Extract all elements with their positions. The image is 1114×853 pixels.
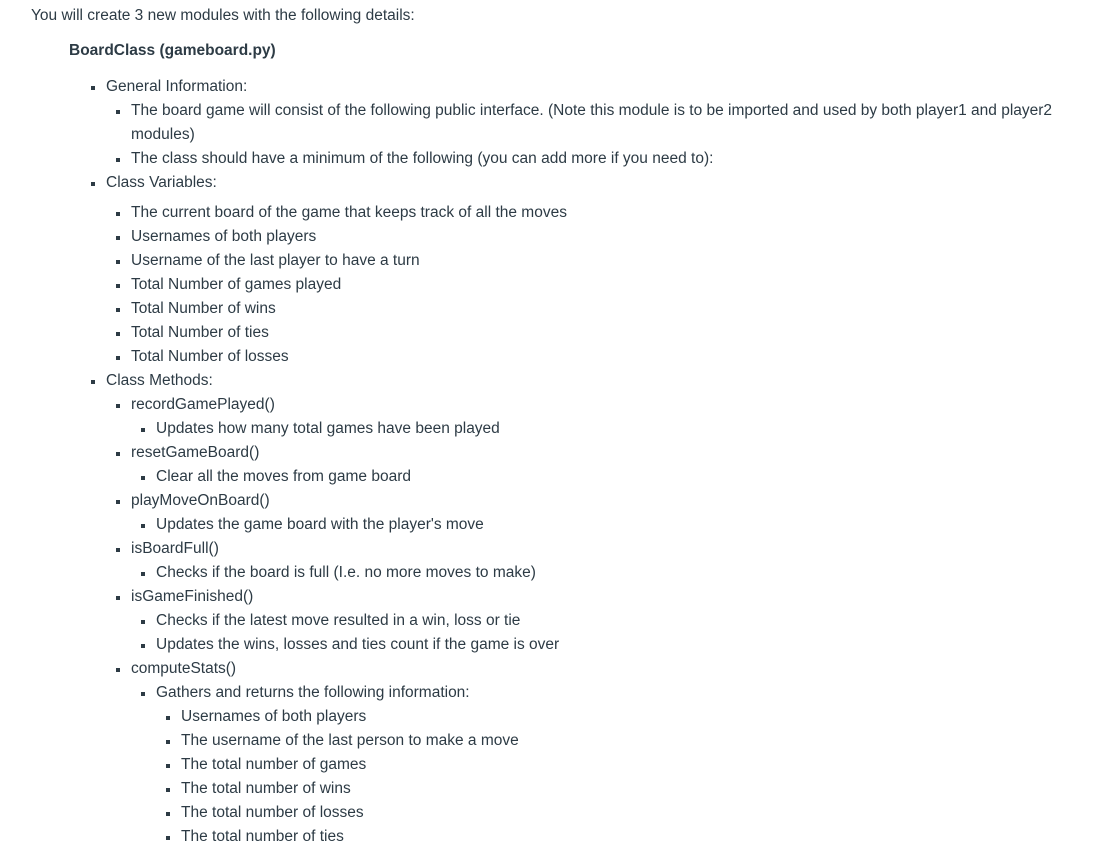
bullet-icon (116, 500, 120, 504)
variable-text: Usernames of both players (131, 228, 317, 245)
intro-text: You will create 3 new modules with the following details: (31, 7, 415, 24)
stats-text: The username of the last person to make a move (181, 732, 519, 749)
method-detail-text: Updates the game board with the player's move (156, 516, 484, 533)
bullet-icon (166, 836, 170, 840)
method-name: isBoardFull() (131, 540, 219, 557)
general-info-detail-text: The class should have a minimum of the following (you can add more if you need to): (131, 150, 714, 167)
bullet-icon (166, 788, 170, 792)
class-variables-item (91, 173, 217, 193)
general-info-detail (116, 149, 713, 169)
method-detail (141, 635, 559, 655)
bullet-icon (116, 260, 120, 264)
stats-text: The total number of wins (181, 780, 351, 797)
method-detail (141, 563, 536, 583)
method-item (116, 539, 219, 559)
method-name: isGameFinished() (131, 588, 254, 605)
bullet-icon (116, 332, 120, 336)
bullet-icon (141, 572, 145, 576)
stats-item (166, 779, 351, 799)
bullet-icon (141, 428, 145, 432)
method-detail-text: Clear all the moves from game board (156, 468, 412, 485)
stats-text: Usernames of both players (181, 708, 367, 725)
method-detail (141, 467, 411, 487)
stats-item (166, 755, 366, 775)
bullet-icon (166, 716, 170, 720)
bullet-icon (166, 812, 170, 816)
bullet-icon (116, 158, 120, 162)
method-item (116, 659, 236, 679)
method-detail (141, 611, 520, 631)
variable-item (116, 323, 269, 343)
bullet-icon (141, 524, 145, 528)
method-item (116, 587, 253, 607)
stats-text: The total number of ties (181, 828, 344, 845)
variable-item (116, 203, 567, 223)
variable-item (116, 299, 276, 319)
section-heading: BoardClass (gameboard.py) (69, 42, 276, 59)
bullet-icon (166, 764, 170, 768)
method-detail (141, 683, 470, 703)
method-detail-text: Checks if the board is full (I.e. no more moves to make) (156, 564, 536, 581)
bullet-icon (116, 110, 120, 114)
stats-item (166, 827, 344, 847)
bullet-icon (116, 236, 120, 240)
general-info-label: General Information: (106, 78, 248, 95)
variable-text: Total Number of ties (131, 324, 269, 341)
method-detail-text: Updates the wins, losses and ties count if the game is over (156, 636, 560, 653)
bullet-icon (116, 404, 120, 408)
bullet-icon (116, 356, 120, 360)
bullet-icon (166, 740, 170, 744)
class-methods-item (91, 371, 213, 391)
class-variables-label: Class Variables: (106, 174, 217, 191)
stats-item (166, 803, 364, 823)
stats-item (166, 731, 519, 751)
bullet-icon (141, 692, 145, 696)
method-name: playMoveOnBoard() (131, 492, 270, 509)
method-item (116, 443, 259, 463)
method-detail-text: Checks if the latest move resulted in a win, loss or tie (156, 612, 521, 629)
method-name: recordGamePlayed() (131, 396, 275, 413)
bullet-icon (116, 452, 120, 456)
method-item (116, 395, 275, 415)
variable-text: Total Number of losses (131, 348, 289, 365)
bullet-icon (116, 308, 120, 312)
bullet-icon (91, 86, 95, 90)
method-item (116, 491, 270, 511)
bullet-icon (91, 380, 95, 384)
bullet-icon (116, 548, 120, 552)
class-methods-label: Class Methods: (106, 372, 213, 389)
variable-text: Total Number of games played (131, 276, 342, 293)
bullet-icon (141, 620, 145, 624)
method-detail-text: Gathers and returns the following information: (156, 684, 470, 701)
variable-text: Total Number of wins (131, 300, 276, 317)
general-info-item (91, 77, 247, 97)
bullet-icon (91, 182, 95, 186)
method-name: computeStats() (131, 660, 237, 677)
variable-item (116, 275, 341, 295)
method-detail (141, 515, 484, 535)
variable-item (116, 227, 316, 247)
variable-item (116, 347, 289, 367)
method-name: resetGameBoard() (131, 444, 260, 461)
stats-text: The total number of losses (181, 804, 364, 821)
method-detail (141, 419, 500, 439)
stats-text: The total number of games (181, 756, 367, 773)
general-info-detail-text: The board game will consist of the following public interface. (Note this module is to be imported and used by both player1 and player2 modules) (131, 102, 1053, 143)
variable-item (116, 251, 420, 271)
bullet-icon (141, 644, 145, 648)
variable-text: Username of the last player to have a turn (131, 252, 420, 269)
method-detail-text: Updates how many total games have been played (156, 420, 500, 437)
stats-item (166, 707, 366, 727)
variable-text: The current board of the game that keeps track of all the moves (131, 204, 567, 221)
bullet-icon (116, 668, 120, 672)
bullet-icon (141, 476, 145, 480)
bullet-icon (116, 284, 120, 288)
bullet-icon (116, 212, 120, 216)
general-info-detail (116, 99, 1066, 147)
bullet-icon (116, 596, 120, 600)
